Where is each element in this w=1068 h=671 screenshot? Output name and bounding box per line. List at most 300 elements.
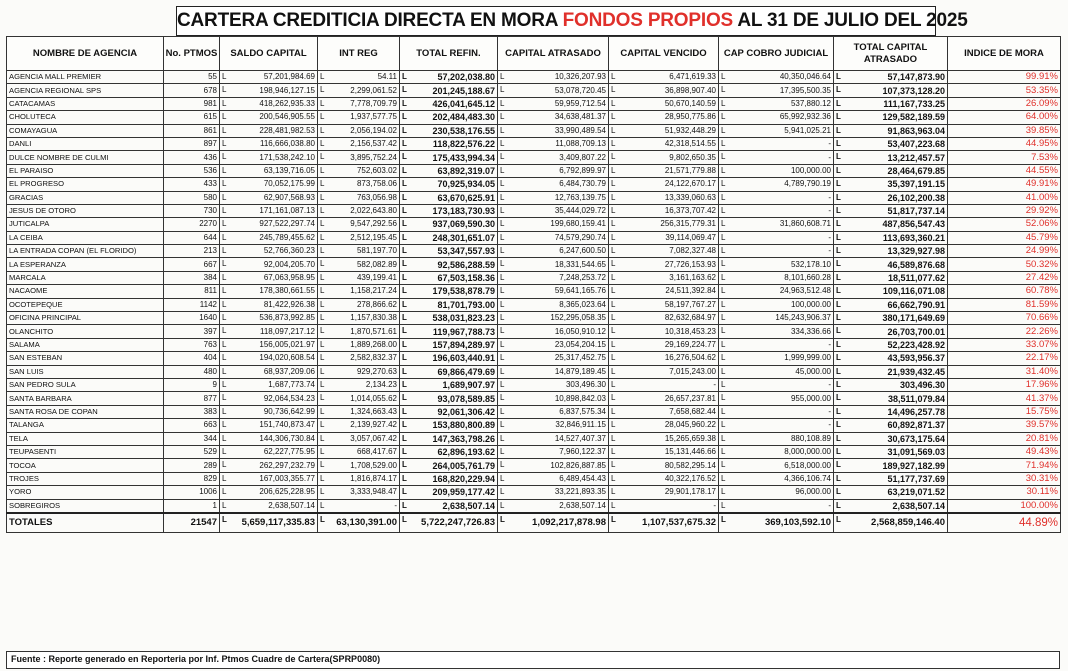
cell-total-capital-atrasado: L 51,817,737.14 (834, 204, 948, 217)
cell-saldo-capital: L 70,052,175.99 (220, 178, 318, 191)
cell-ptmos: 397 (164, 325, 220, 338)
header-capital-vencido: CAPITAL VENCIDO (609, 37, 719, 71)
cell-cap-cobro-judicial: L 955,000.00 (719, 392, 834, 405)
cell-capital-atrasado: L 11,088,709.13 (498, 137, 609, 150)
cell-cap-cobro-judicial: L 8,000,000.00 (719, 445, 834, 458)
cell-int-reg: L 54.11 (318, 71, 400, 84)
cell-capital-vencido: L 28,045,960.22 (609, 419, 719, 432)
cell-indice-mora: 100.00% (948, 499, 1061, 513)
cell-int-reg: L 668,417.67 (318, 445, 400, 458)
cell-ptmos: 1640 (164, 312, 220, 325)
cell-int-reg: L 1,937,577.75 (318, 111, 400, 124)
cell-total-refin: L 92,061,306.42 (400, 405, 498, 418)
cell-capital-vencido: L 7,015,243.00 (609, 365, 719, 378)
header-agencia: NOMBRE DE AGENCIA (7, 37, 164, 71)
cell-agencia: NACAOME (7, 285, 164, 298)
cell-cap-cobro-judicial: L - (719, 204, 834, 217)
cell-cap-cobro-judicial: L 100,000.00 (719, 298, 834, 311)
cell-total-capital-atrasado: L 113,693,360.21 (834, 231, 948, 244)
table-row (7, 325, 1061, 338)
cell-capital-atrasado: L 152,295,058.35 (498, 312, 609, 325)
header-ptmos: No. PTMOS (164, 37, 220, 71)
cell-indice-mora: 64.00% (948, 111, 1061, 124)
table-row (7, 245, 1061, 258)
cell-ptmos: 384 (164, 271, 220, 284)
table-row (7, 459, 1061, 472)
table-row (7, 97, 1061, 110)
cell-cap-cobro-judicial: L 537,880.12 (719, 97, 834, 110)
cell-cap-cobro-judicial: L 6,518,000.00 (719, 459, 834, 472)
cell-cap-cobro-judicial: L - (719, 137, 834, 150)
cell-capital-atrasado: L 102,826,887.85 (498, 459, 609, 472)
cell-total-refin: L 202,484,483.30 (400, 111, 498, 124)
cell-saldo-capital: L 67,063,958.95 (220, 271, 318, 284)
cell-ptmos: 763 (164, 338, 220, 351)
cell-int-reg: L 2,022,643.80 (318, 204, 400, 217)
cell-agencia: OFICINA PRINCIPAL (7, 312, 164, 325)
cell-cap-cobro-judicial: L 8,101,660.28 (719, 271, 834, 284)
cell-capital-atrasado: L 199,680,159.41 (498, 218, 609, 231)
cell-ptmos: 1142 (164, 298, 220, 311)
cell-capital-vencido: L - (609, 499, 719, 513)
cell-indice-mora: 99.91% (948, 71, 1061, 84)
cell-saldo-capital: L 57,201,984.69 (220, 71, 318, 84)
cell-agencia: MARCALA (7, 271, 164, 284)
cell-cap-cobro-judicial: L 96,000.00 (719, 486, 834, 499)
header-cap-cobro-judicial: CAP COBRO JUDICIAL (719, 37, 834, 71)
cell-capital-atrasado: L 59,959,712.54 (498, 97, 609, 110)
cell-int-reg: L 2,056,194.02 (318, 124, 400, 137)
cell-saldo-capital: L 262,297,232.79 (220, 459, 318, 472)
cell-saldo-capital: L 2,638,507.14 (220, 499, 318, 513)
cell-int-reg: L 439,199.41 (318, 271, 400, 284)
cell-capital-vencido: L 15,265,659.38 (609, 432, 719, 445)
cell-agencia: YORO (7, 486, 164, 499)
cell-total-refin: L 157,894,289.97 (400, 338, 498, 351)
cell-agencia: SANTA ROSA DE COPAN (7, 405, 164, 418)
table-row (7, 84, 1061, 97)
source-footer: Fuente : Reporte generado en Reporteria por Inf. Ptmos Cuadre de Cartera(SPRP0080) (6, 651, 1060, 669)
cell-ptmos: 829 (164, 472, 220, 485)
cell-ptmos: 9 (164, 378, 220, 391)
cell-int-reg: L 278,866.62 (318, 298, 400, 311)
cell-saldo-capital: L 245,789,455.62 (220, 231, 318, 244)
cell-total-refin: L 168,820,229.94 (400, 472, 498, 485)
cell-total-refin: L 1,689,907.97 (400, 378, 498, 391)
cell-saldo-capital: L 62,227,775.95 (220, 445, 318, 458)
cell-cap-cobro-judicial: L 4,366,106.74 (719, 472, 834, 485)
cell-cap-cobro-judicial: L 40,350,046.64 (719, 71, 834, 84)
cell-int-reg: L 581,197.70 (318, 245, 400, 258)
cell-agencia: CATACAMAS (7, 97, 164, 110)
cell-saldo-capital: L 144,306,730.84 (220, 432, 318, 445)
cell-saldo-capital: L 194,020,608.54 (220, 352, 318, 365)
cell-capital-atrasado: L 6,247,600.50 (498, 245, 609, 258)
cell-saldo-capital: L 171,161,087.13 (220, 204, 318, 217)
cell-saldo-capital: L 68,937,209.06 (220, 365, 318, 378)
cell-capital-vencido: L 26,657,237.81 (609, 392, 719, 405)
header-int-reg: INT REG (318, 37, 400, 71)
cell-indice-mora: 30.11% (948, 486, 1061, 499)
cell-capital-atrasado: L 23,054,204.15 (498, 338, 609, 351)
cell-total-capital-atrasado: L 13,212,457.57 (834, 151, 948, 164)
table-row (7, 445, 1061, 458)
cell-total-capital-atrasado: L 189,927,182.99 (834, 459, 948, 472)
cell-cap-cobro-judicial: L - (719, 419, 834, 432)
cell-indice-mora: 45.79% (948, 231, 1061, 244)
cell-capital-atrasado: L 6,484,730.79 (498, 178, 609, 191)
cell-cap-cobro-judicial: L 532,178.10 (719, 258, 834, 271)
cell-ptmos: 730 (164, 204, 220, 217)
cell-indice-mora: 49.91% (948, 178, 1061, 191)
cell-cap-cobro-judicial: L 880,108.89 (719, 432, 834, 445)
cell-agencia: SAN PEDRO SULA (7, 378, 164, 391)
mora-table (6, 36, 1061, 533)
cell-total-refin: L 153,880,800.89 (400, 419, 498, 432)
cell-total-refin: L 248,301,651.07 (400, 231, 498, 244)
cell-capital-vencido: L 40,322,176.52 (609, 472, 719, 485)
cell-indice-mora: 41.37% (948, 392, 1061, 405)
cell-total-capital-atrasado: L 21,939,432.45 (834, 365, 948, 378)
cell-indice-mora: 20.81% (948, 432, 1061, 445)
cell-capital-vencido: L 82,632,684.97 (609, 312, 719, 325)
cell-total-capital-atrasado: L 60,892,871.37 (834, 419, 948, 432)
cell-capital-atrasado: L 18,331,544.65 (498, 258, 609, 271)
cell-saldo-capital: L 927,522,297.74 (220, 218, 318, 231)
cell-total-refin: L 81,701,793.00 (400, 298, 498, 311)
cell-indice-mora: 44.95% (948, 137, 1061, 150)
cell-total-capital-atrasado: L 46,589,876.68 (834, 258, 948, 271)
cell-agencia: TROJES (7, 472, 164, 485)
cell-cap-cobro-judicial: L 334,336.66 (719, 325, 834, 338)
cell-capital-vencido: L 42,318,514.55 (609, 137, 719, 150)
cell-agencia: AGENCIA REGIONAL SPS (7, 84, 164, 97)
cell-agencia: TOCOA (7, 459, 164, 472)
cell-indice-mora: 31.40% (948, 365, 1061, 378)
cell-cap-cobro-judicial: L 4,789,790.19 (719, 178, 834, 191)
cell-capital-vencido: L 24,511,392.84 (609, 285, 719, 298)
cell-saldo-capital: L 206,625,228.95 (220, 486, 318, 499)
cell-total-capital-atrasado: L 129,582,189.59 (834, 111, 948, 124)
cell-saldo-capital: L 92,004,205.70 (220, 258, 318, 271)
cell-capital-atrasado: L 3,409,807.22 (498, 151, 609, 164)
cell-indice-mora: 44.89% (948, 513, 1061, 533)
cell-capital-atrasado: L 6,489,454.43 (498, 472, 609, 485)
cell-total-capital-atrasado: L 26,703,700.01 (834, 325, 948, 338)
cell-indice-mora: 26.09% (948, 97, 1061, 110)
cell-total-capital-atrasado: L 52,223,428.92 (834, 338, 948, 351)
table-row (7, 137, 1061, 150)
cell-capital-vencido: L 39,114,069.47 (609, 231, 719, 244)
table-row (7, 472, 1061, 485)
cell-indice-mora: 7.53% (948, 151, 1061, 164)
cell-total-capital-atrasado: L 2,568,859,146.40 (834, 513, 948, 533)
cell-total-refin: L 62,896,193.62 (400, 445, 498, 458)
cell-capital-atrasado: L 10,898,842.03 (498, 392, 609, 405)
cell-capital-vencido: L 21,571,779.88 (609, 164, 719, 177)
cell-int-reg: L 7,778,709.79 (318, 97, 400, 110)
cell-cap-cobro-judicial: L 5,941,025.21 (719, 124, 834, 137)
cell-total-capital-atrasado: L 487,856,547.43 (834, 218, 948, 231)
cell-indice-mora: 22.26% (948, 325, 1061, 338)
cell-total-capital-atrasado: L 63,219,071.52 (834, 486, 948, 499)
cell-cap-cobro-judicial: L 45,000.00 (719, 365, 834, 378)
table-row (7, 164, 1061, 177)
table-row (7, 378, 1061, 391)
cell-cap-cobro-judicial: L - (719, 338, 834, 351)
cell-int-reg: L 1,014,055.62 (318, 392, 400, 405)
table-row (7, 151, 1061, 164)
cell-capital-vencido: L 27,726,153.93 (609, 258, 719, 271)
cell-agencia: AGENCIA MALL PREMIER (7, 71, 164, 84)
cell-agencia: SALAMA (7, 338, 164, 351)
table-body (7, 71, 1061, 533)
cell-saldo-capital: L 62,907,568.93 (220, 191, 318, 204)
cell-capital-atrasado: L 14,879,189.45 (498, 365, 609, 378)
cell-total-capital-atrasado: L 13,329,927.98 (834, 245, 948, 258)
cell-saldo-capital: L 178,380,661.55 (220, 285, 318, 298)
cell-int-reg: L 3,895,752.24 (318, 151, 400, 164)
cell-int-reg: L 2,134.23 (318, 378, 400, 391)
cell-cap-cobro-judicial: L - (719, 191, 834, 204)
cell-int-reg: L - (318, 499, 400, 513)
cell-ptmos: 55 (164, 71, 220, 84)
cell-ptmos: 580 (164, 191, 220, 204)
cell-saldo-capital: L 81,422,926.38 (220, 298, 318, 311)
cell-agencia: GRACIAS (7, 191, 164, 204)
cell-total-refin: L 63,670,625.91 (400, 191, 498, 204)
cell-ptmos: 644 (164, 231, 220, 244)
cell-total-refin: L 67,503,158.36 (400, 271, 498, 284)
cell-total-capital-atrasado: L 31,091,569.03 (834, 445, 948, 458)
cell-saldo-capital: L 536,873,992.85 (220, 312, 318, 325)
cell-ptmos: 877 (164, 392, 220, 405)
cell-capital-vencido: L 9,802,650.35 (609, 151, 719, 164)
cell-capital-vencido: L 7,082,327.48 (609, 245, 719, 258)
cell-int-reg: L 1,816,874.17 (318, 472, 400, 485)
cell-ptmos: 213 (164, 245, 220, 258)
cell-capital-vencido: L 24,122,670.17 (609, 178, 719, 191)
cell-ptmos: 344 (164, 432, 220, 445)
cell-indice-mora: 39.85% (948, 124, 1061, 137)
table-row (7, 231, 1061, 244)
cell-int-reg: L 2,582,832.37 (318, 352, 400, 365)
cell-total-capital-atrasado: L 57,147,873.90 (834, 71, 948, 84)
cell-capital-vencido: L 7,658,682.44 (609, 405, 719, 418)
cell-saldo-capital: L 156,005,021.97 (220, 338, 318, 351)
cell-indice-mora: 60.78% (948, 285, 1061, 298)
cell-cap-cobro-judicial: L 145,243,906.37 (719, 312, 834, 325)
cell-capital-atrasado: L 35,444,029.72 (498, 204, 609, 217)
cell-capital-vencido: L 80,582,295.14 (609, 459, 719, 472)
cell-capital-atrasado: L 7,960,122.37 (498, 445, 609, 458)
cell-agencia: DULCE NOMBRE DE CULMI (7, 151, 164, 164)
cell-total-refin: L 118,822,576.22 (400, 137, 498, 150)
cell-agencia: OCOTEPEQUE (7, 298, 164, 311)
cell-ptmos: 404 (164, 352, 220, 365)
cell-ptmos: 1 (164, 499, 220, 513)
cell-saldo-capital: L 52,766,360.23 (220, 245, 318, 258)
cell-capital-atrasado: L 32,846,911.15 (498, 419, 609, 432)
cell-agencia: SAN LUIS (7, 365, 164, 378)
cell-ptmos: 667 (164, 258, 220, 271)
cell-total-refin: L 179,538,878.79 (400, 285, 498, 298)
cell-cap-cobro-judicial: L 31,860,608.71 (719, 218, 834, 231)
cell-cap-cobro-judicial: L - (719, 245, 834, 258)
cell-capital-atrasado: L 303,496.30 (498, 378, 609, 391)
cell-indice-mora: 41.00% (948, 191, 1061, 204)
cell-capital-vencido: L 10,318,453.23 (609, 325, 719, 338)
cell-cap-cobro-judicial: L 369,103,592.10 (719, 513, 834, 533)
cell-ptmos: 1006 (164, 486, 220, 499)
cell-agencia: LA ESPERANZA (7, 258, 164, 271)
table-row (7, 111, 1061, 124)
header-total-refin: TOTAL REFIN. (400, 37, 498, 71)
header-capital-atrasado: CAPITAL ATRASADO (498, 37, 609, 71)
cell-int-reg: L 2,139,927.42 (318, 419, 400, 432)
cell-indice-mora: 71.94% (948, 459, 1061, 472)
cell-total-refin: L 147,363,798.26 (400, 432, 498, 445)
cell-agencia: SAN ESTEBAN (7, 352, 164, 365)
cell-indice-mora: 39.57% (948, 419, 1061, 432)
cell-saldo-capital: L 1,687,773.74 (220, 378, 318, 391)
cell-capital-vencido: L 3,161,163.62 (609, 271, 719, 284)
cell-ptmos: 2270 (164, 218, 220, 231)
cell-ptmos: 436 (164, 151, 220, 164)
table-row (7, 204, 1061, 217)
cell-cap-cobro-judicial: L - (719, 378, 834, 391)
cell-ptmos: 811 (164, 285, 220, 298)
table-row (7, 499, 1061, 513)
cell-total-capital-atrasado: L 109,116,071.08 (834, 285, 948, 298)
cell-int-reg: L 1,324,663.43 (318, 405, 400, 418)
cell-ptmos: 536 (164, 164, 220, 177)
header-row (7, 37, 1061, 71)
cell-capital-vencido: L 28,950,775.86 (609, 111, 719, 124)
table-row (7, 338, 1061, 351)
cell-capital-vencido: L 6,471,619.33 (609, 71, 719, 84)
cell-capital-atrasado: L 1,092,217,878.98 (498, 513, 609, 533)
cell-agencia: OLANCHITO (7, 325, 164, 338)
cell-indice-mora: 53.35% (948, 84, 1061, 97)
cell-int-reg: L 873,758.06 (318, 178, 400, 191)
cell-total-refin: L 264,005,761.79 (400, 459, 498, 472)
cell-capital-atrasado: L 2,638,507.14 (498, 499, 609, 513)
cell-total-refin: L 69,866,479.69 (400, 365, 498, 378)
cell-total-refin: L 57,202,038.80 (400, 71, 498, 84)
cell-ptmos: 861 (164, 124, 220, 137)
header-total-capital-atrasado: TOTAL CAPITAL ATRASADO (834, 37, 948, 71)
cell-cap-cobro-judicial: L - (719, 151, 834, 164)
cell-total-capital-atrasado: L 18,511,077.62 (834, 271, 948, 284)
cell-indice-mora: 50.32% (948, 258, 1061, 271)
cell-capital-vencido: L 36,898,907.40 (609, 84, 719, 97)
cell-ptmos: 529 (164, 445, 220, 458)
cell-total-refin: L 92,586,288.59 (400, 258, 498, 271)
cell-agencia: CHOLUTECA (7, 111, 164, 124)
cell-capital-atrasado: L 7,248,253.72 (498, 271, 609, 284)
cell-int-reg: L 1,708,529.00 (318, 459, 400, 472)
cell-agencia: TALANGA (7, 419, 164, 432)
cell-saldo-capital: L 228,481,982.53 (220, 124, 318, 137)
cell-capital-atrasado: L 74,579,290.74 (498, 231, 609, 244)
cell-indice-mora: 44.55% (948, 164, 1061, 177)
cell-int-reg: L 1,158,217.24 (318, 285, 400, 298)
cell-int-reg: L 582,082.89 (318, 258, 400, 271)
cell-total-refin: L 196,603,440.91 (400, 352, 498, 365)
cell-total-capital-atrasado: L 43,593,956.37 (834, 352, 948, 365)
cell-capital-atrasado: L 33,221,893.35 (498, 486, 609, 499)
table-row (7, 271, 1061, 284)
cell-int-reg: L 2,156,537.42 (318, 137, 400, 150)
cell-capital-atrasado: L 14,527,407.37 (498, 432, 609, 445)
cell-total-capital-atrasado: L 303,496.30 (834, 378, 948, 391)
cell-capital-vencido: L 51,932,448.29 (609, 124, 719, 137)
cell-saldo-capital: L 92,064,534.23 (220, 392, 318, 405)
cell-agencia: JUTICALPA (7, 218, 164, 231)
cell-int-reg: L 1,870,571.61 (318, 325, 400, 338)
cell-total-capital-atrasado: L 51,177,737.69 (834, 472, 948, 485)
table-row (7, 124, 1061, 137)
cell-total-refin: L 426,041,645.12 (400, 97, 498, 110)
table-row (7, 365, 1061, 378)
cell-agencia: EL PROGRESO (7, 178, 164, 191)
cell-capital-atrasado: L 6,792,899.97 (498, 164, 609, 177)
cell-total-refin: L 2,638,507.14 (400, 499, 498, 513)
table-row (7, 352, 1061, 365)
totals-row (7, 513, 1061, 533)
cell-capital-atrasado: L 53,078,720.45 (498, 84, 609, 97)
cell-agencia: SOBREGIROS (7, 499, 164, 513)
title-highlight: FONDOS PROPIOS (562, 10, 733, 31)
cell-cap-cobro-judicial: L - (719, 405, 834, 418)
cell-indice-mora: 30.31% (948, 472, 1061, 485)
cell-int-reg: L 752,603.02 (318, 164, 400, 177)
cell-int-reg: L 3,057,067.42 (318, 432, 400, 445)
cell-total-capital-atrasado: L 2,638,507.14 (834, 499, 948, 513)
cell-int-reg: L 9,547,292.56 (318, 218, 400, 231)
cell-total-refin: L 63,892,319.07 (400, 164, 498, 177)
cell-capital-vencido: L 1,107,537,675.32 (609, 513, 719, 533)
cell-total-capital-atrasado: L 35,397,191.15 (834, 178, 948, 191)
table-row (7, 258, 1061, 271)
cell-total-refin: L 173,183,730.93 (400, 204, 498, 217)
title-part2: AL 31 DE JULIO DEL 2025 (733, 10, 968, 31)
cell-total-capital-atrasado: L 53,407,223.68 (834, 137, 948, 150)
cell-indice-mora: 22.17% (948, 352, 1061, 365)
table-row (7, 392, 1061, 405)
cell-int-reg: L 2,299,061.52 (318, 84, 400, 97)
table-row (7, 419, 1061, 432)
cell-total-refin: L 201,245,188.67 (400, 84, 498, 97)
cell-saldo-capital: L 116,666,038.80 (220, 137, 318, 150)
cell-total-capital-atrasado: L 380,171,649.69 (834, 312, 948, 325)
table-row (7, 191, 1061, 204)
cell-saldo-capital: L 118,097,217.12 (220, 325, 318, 338)
table-row (7, 432, 1061, 445)
cell-saldo-capital: L 151,740,873.47 (220, 419, 318, 432)
cell-total-refin: L 209,959,177.42 (400, 486, 498, 499)
cell-cap-cobro-judicial: L 65,992,932.36 (719, 111, 834, 124)
cell-total-capital-atrasado: L 14,496,257.78 (834, 405, 948, 418)
cell-total-refin: L 5,722,247,726.83 (400, 513, 498, 533)
cell-capital-vencido: L 29,901,178.17 (609, 486, 719, 499)
cell-capital-vencido: L 58,197,767.27 (609, 298, 719, 311)
cell-capital-atrasado: L 16,050,910.12 (498, 325, 609, 338)
cell-capital-atrasado: L 33,990,489.54 (498, 124, 609, 137)
cell-capital-atrasado: L 59,641,165.76 (498, 285, 609, 298)
cell-indice-mora: 17.96% (948, 378, 1061, 391)
